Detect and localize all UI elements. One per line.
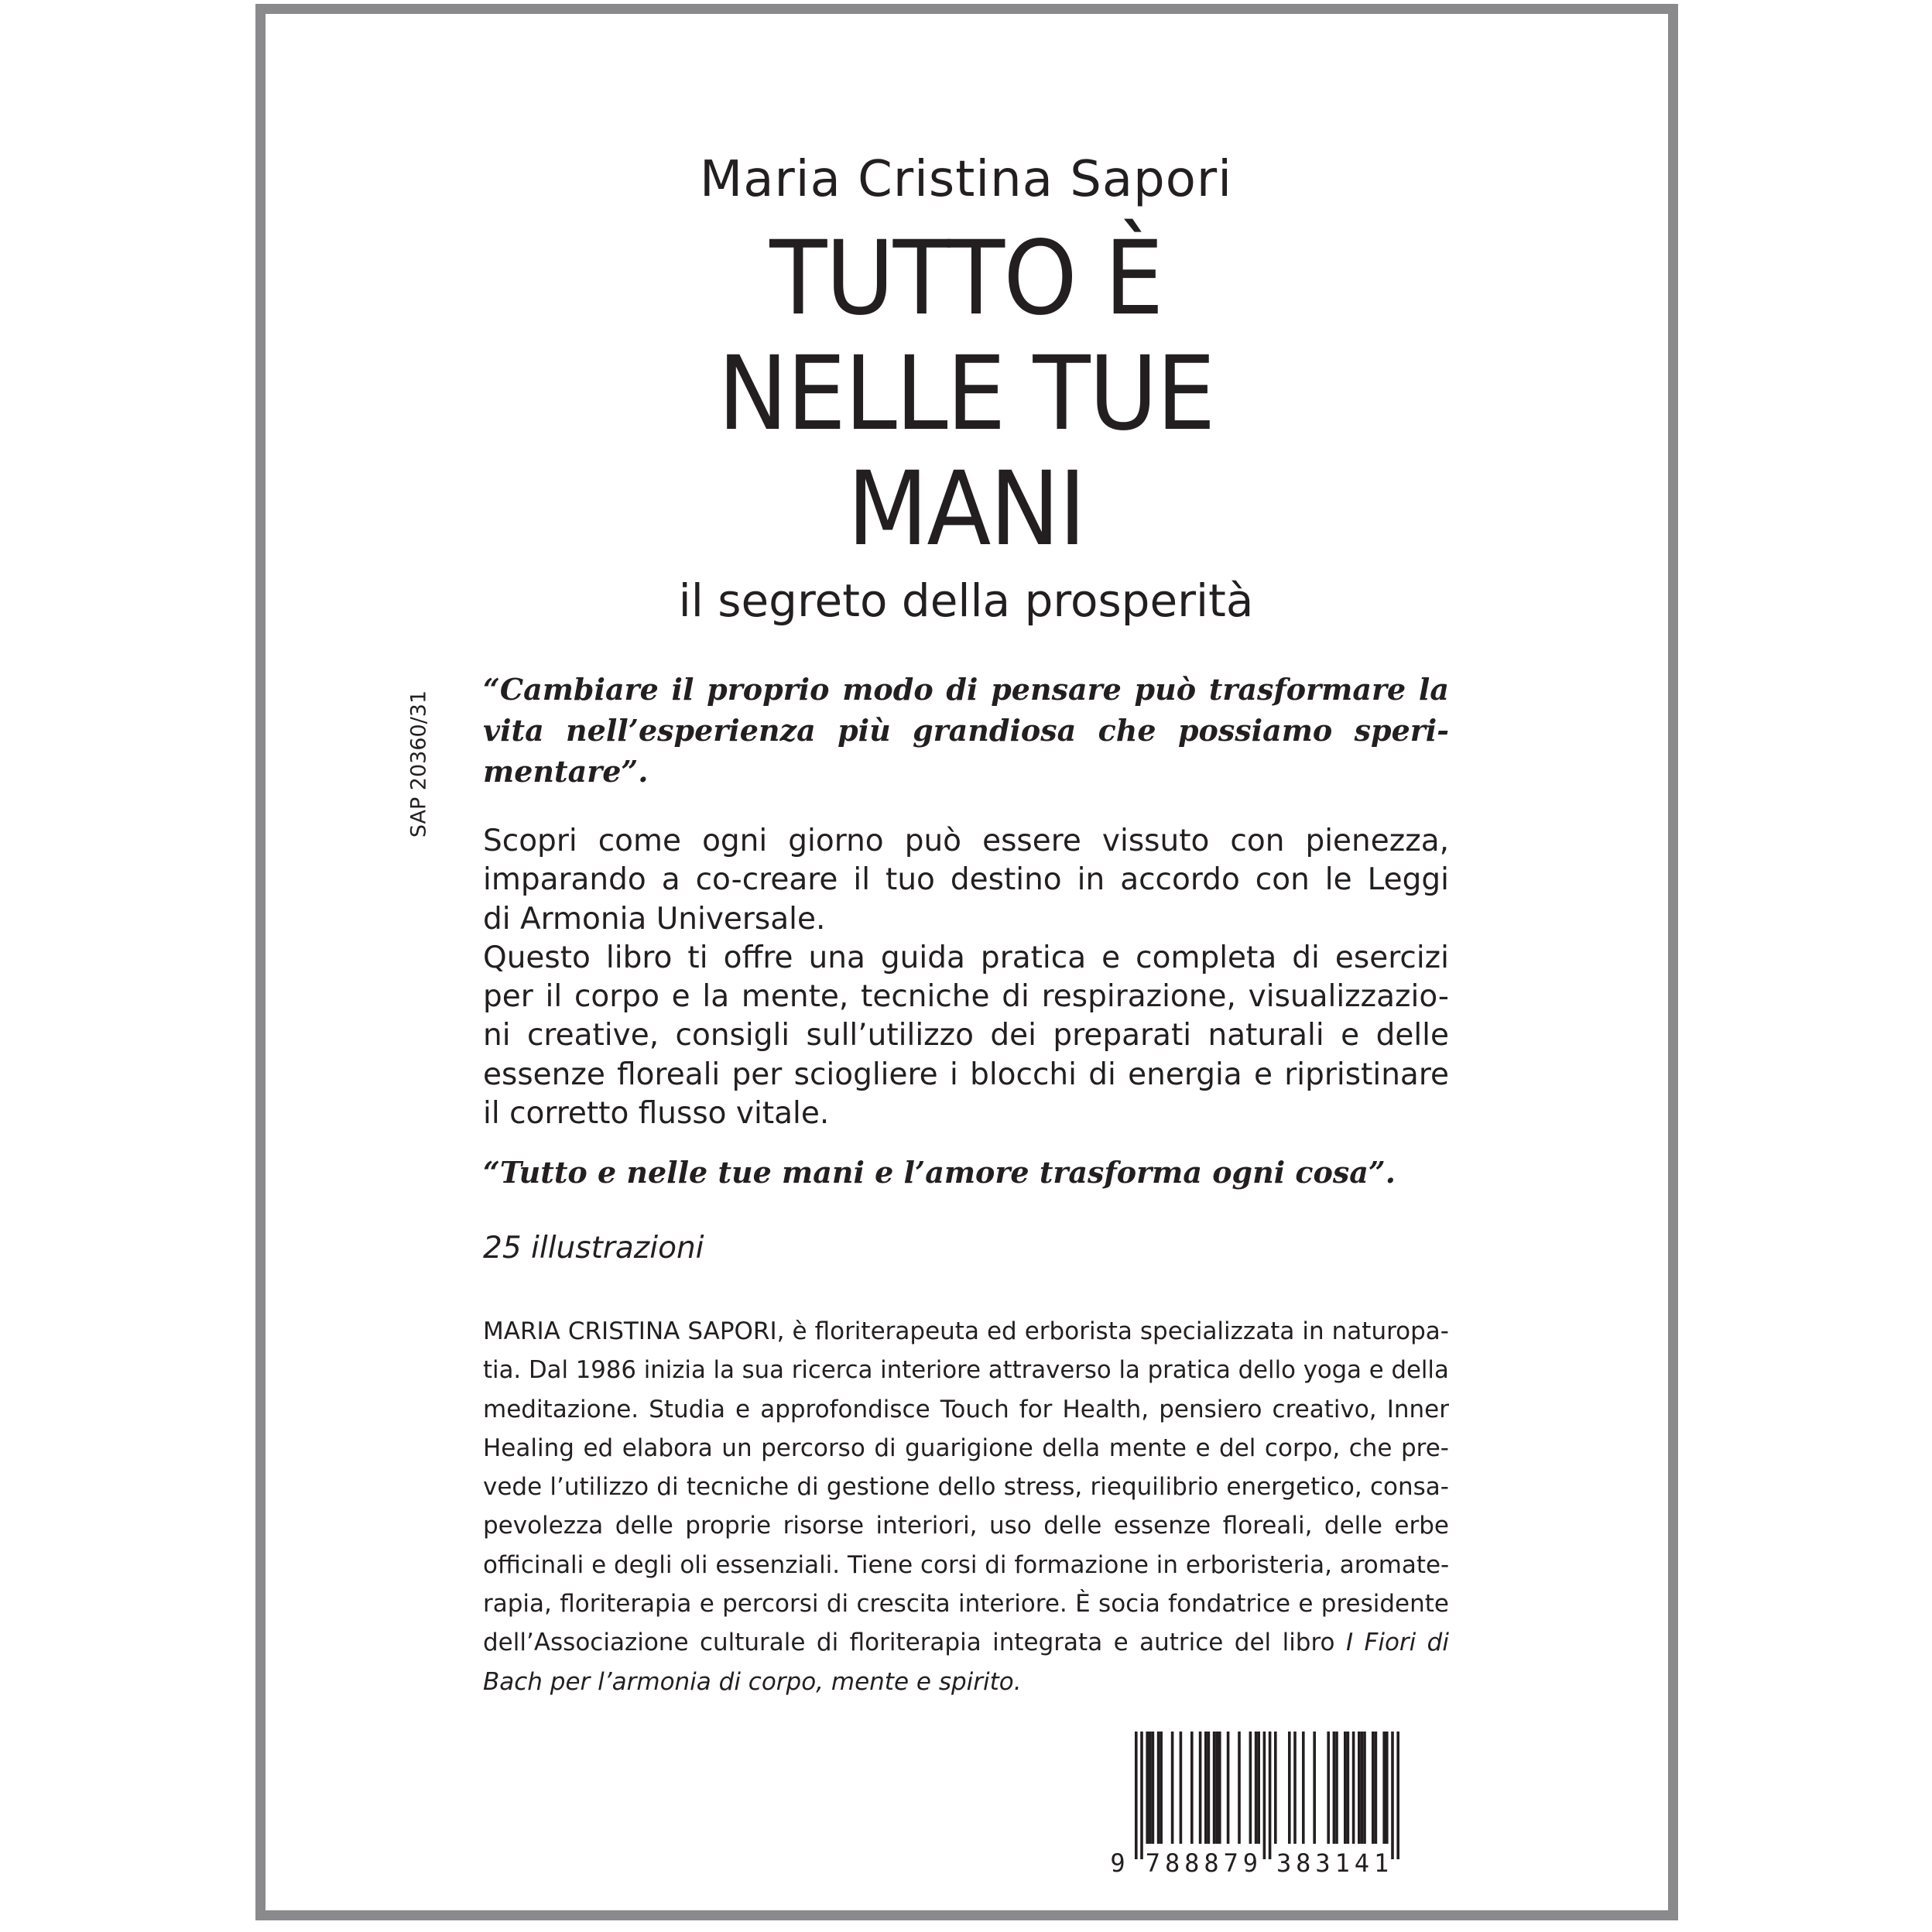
quote-line: “Cambiare il proprio modo di pensare può trasformare la [483,672,1449,707]
barcode-bar [1313,1732,1316,1844]
author-bio [483,1312,1449,1701]
barcode-bar [1302,1732,1305,1844]
isbn-barcode [1108,1722,1434,1877]
closing-quote: “Tutto e nelle tue mani e l’amore trasforma ogni cosa”. [483,1155,1396,1190]
barcode-digit: 4 [1354,1848,1370,1877]
barcode-bar [1152,1732,1155,1844]
barcode-digit: 8 [1164,1848,1180,1877]
barcode-bar [1160,1732,1163,1844]
barcode-bar [1135,1732,1138,1859]
body-line: imparando a co-creare il tuo destino in accordo con le Leggi [483,862,1449,898]
barcode-digit: 3 [1315,1848,1331,1877]
barcode-bar [1386,1732,1389,1844]
barcode-digit: 9 [1242,1848,1259,1877]
barcode-bar [1344,1732,1347,1844]
barcode-bar [1382,1732,1386,1844]
bio-line: officinali e degli oli essenziali. Tiene corsi di formazione in erboristeria, aromate- [483,1550,1450,1579]
barcode-digit: 8 [1184,1848,1200,1877]
barcode-bar [1208,1732,1211,1844]
body-line: per il corpo e la mente, tecniche di respirazione, visualizzazio- [483,979,1449,1015]
body-line: essenze floreali per sciogliere i blocchi di energia e ripristinare [483,1057,1449,1092]
opening-quote [483,669,1449,792]
spine-code: SAP 20360/31 [406,690,431,838]
barcode-bar [1215,1732,1218,1844]
barcode-bar [1347,1732,1350,1844]
description [483,822,1449,1133]
barcode-bar [1157,1732,1160,1844]
barcode-bar [1180,1732,1183,1844]
bio-line: MARIA CRISTINA SAPORI, è floriterapeuta ed erborista specializzata in naturopa- [483,1317,1449,1345]
bio-line: vede l’utilizzo di tecniche di gestione dello stress, riequilibrio energetico, consa- [483,1473,1449,1502]
barcode-bar [1263,1732,1266,1859]
quote-line: mentare”. [483,754,649,789]
barcode-bar [1358,1732,1361,1844]
author-name: Maria Cristina Sapori [700,151,1232,208]
barcode-bar [1372,1732,1375,1844]
body-line: il corretto flusso vitale. [483,1096,830,1132]
barcode-bar [1218,1732,1221,1844]
barcode-bar [1257,1732,1260,1844]
body-line: Scopri come ogni giorno può essere vissuto con pienezza, [483,824,1449,858]
barcode-digit: 7 [1145,1848,1161,1877]
illustrations-count: 25 illustrazioni [483,1231,704,1266]
barcode-bar [1171,1732,1174,1844]
body-line: ni creative, consigli sull’utilizzo dei preparati naturali e delle [483,1018,1449,1053]
barcode-digit: 3 [1276,1848,1292,1877]
barcode-bar [1190,1732,1194,1844]
bio-line: meditazione. Studia e approfondisce Touch for Health, pensiero creativo, Inner [483,1395,1449,1423]
barcode-bar [1140,1732,1143,1859]
barcode-bar [1199,1732,1202,1844]
barcode-digit: 8 [1204,1848,1219,1877]
barcode-bar [1361,1732,1364,1844]
title-line-2: NELLE TUE [718,334,1214,454]
book-reference: Bach per l’armonia di corpo, mente e spirito. [483,1667,1022,1696]
body-line: Questo libro ti offre una guida pratica e completa di esercizi [483,940,1449,975]
barcode-digit: 8 [1296,1848,1311,1877]
barcode-bar [1352,1732,1355,1844]
barcode-bar [1335,1732,1338,1844]
barcode-digit: 1 [1334,1848,1350,1877]
barcode-bar [1213,1732,1216,1844]
barcode-bar [1288,1732,1291,1844]
book-reference: I Fiori di [1345,1629,1449,1657]
bio-line: rapia, floriterapia e percorsi di crescita interiore. È socia fondatrice e presidente [483,1590,1449,1619]
barcode-bar [1333,1732,1336,1844]
barcode-bar [1146,1732,1149,1844]
quote-line: vita nell’esperienza più grandiosa che possiamo speri- [483,713,1449,748]
title-line-3: MANI [847,450,1085,569]
barcode-bar [1363,1732,1366,1844]
barcode-digit: 1 [1373,1848,1389,1877]
barcode-bar [1255,1732,1258,1844]
barcode-bar [1396,1732,1399,1859]
barcode-bar [1274,1732,1277,1844]
bio-line [483,1663,1449,1701]
barcode-bar [1293,1732,1297,1844]
barcode-bar [1269,1732,1272,1859]
barcode-bar [1227,1732,1230,1844]
barcode-bar [1238,1732,1241,1844]
barcode-bar [1249,1732,1252,1844]
barcode-digit: 9 [1110,1848,1125,1877]
subtitle: il segreto della prosperità [678,574,1254,627]
barcode-bar [1149,1732,1152,1844]
bio-line [483,1623,1449,1662]
barcode-bar [1204,1732,1208,1844]
bio-text: dell’Associazione culturale di floriterapia integrata e autrice del libro [483,1629,1346,1657]
bio-line: tia. Dal 1986 inizia la sua ricerca interiore attraverso la pratica dello yoga e della [483,1356,1449,1385]
barcode-bar [1391,1732,1394,1859]
title-line-1: TUTTO È [769,219,1163,338]
bio-line: pevolezza delle proprie risorse interiori, uso delle essenze floreali, delle erbe [483,1512,1449,1540]
barcode-digit: 7 [1223,1848,1238,1877]
barcode-bar [1375,1732,1378,1844]
bio-line: Healing ed elabora un percorso di guarigione della mente e del corpo, che pre- [483,1434,1449,1462]
body-line: di Armonia Universale. [483,901,826,937]
barcode-bar [1327,1732,1330,1844]
